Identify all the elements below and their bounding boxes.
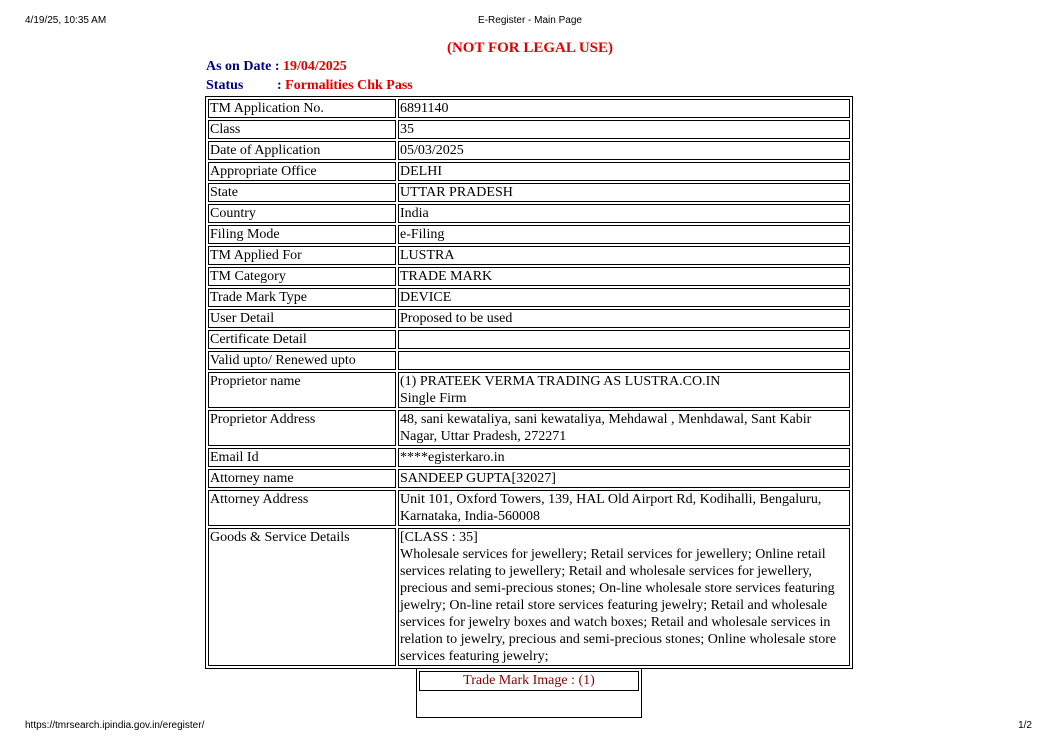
row-key: State — [208, 183, 396, 202]
table-row — [208, 469, 850, 488]
row-value: e-Filing — [398, 225, 850, 244]
row-value — [398, 330, 850, 349]
row-key: Class — [208, 120, 396, 139]
row-key: Email Id — [208, 448, 396, 467]
row-value: LUSTRA — [398, 246, 850, 265]
table-row — [208, 490, 850, 526]
proprietor-type: Single Firm — [400, 391, 467, 406]
table-row — [208, 309, 850, 328]
row-value — [398, 351, 850, 370]
row-key: TM Application No. — [208, 99, 396, 118]
table-row — [208, 162, 850, 181]
proprietor-name: (1) PRATEEK VERMA TRADING AS LUSTRA.CO.IN — [400, 374, 721, 389]
table-row — [208, 99, 850, 118]
row-key: TM Category — [208, 267, 396, 286]
status-label: Status — [206, 78, 244, 93]
row-key: Trade Mark Type — [208, 288, 396, 307]
status-line — [206, 78, 413, 94]
row-value: UTTAR PRADESH — [398, 183, 850, 202]
table-row — [208, 183, 850, 202]
print-page-number: 1/2 — [1018, 720, 1032, 731]
row-key: User Detail — [208, 309, 396, 328]
print-url: https://tmrsearch.ipindia.gov.in/eregister/ — [25, 720, 205, 731]
status-value: Formalities Chk Pass — [285, 78, 413, 93]
row-value: 6891140 — [398, 99, 850, 118]
goods-class: [CLASS : 35] — [400, 530, 478, 545]
table-row — [208, 448, 850, 467]
row-value: Proposed to be used — [398, 309, 850, 328]
row-value — [398, 372, 850, 408]
print-datetime: 4/19/25, 10:35 AM — [25, 15, 107, 26]
row-key: Proprietor name — [208, 372, 396, 408]
row-value: 05/03/2025 — [398, 141, 850, 160]
status-separator: : — [277, 78, 282, 93]
goods-value — [398, 528, 850, 666]
row-key: Valid upto/ Renewed upto — [208, 351, 396, 370]
table-row — [208, 410, 850, 446]
row-key: Attorney Address — [208, 490, 396, 526]
trade-mark-image-box — [416, 668, 642, 718]
table-row — [208, 330, 850, 349]
not-for-legal-use-banner: (NOT FOR LEGAL USE) — [446, 40, 613, 56]
row-key: Goods & Service Details — [208, 528, 396, 666]
table-row — [208, 288, 850, 307]
attorney-name-value: SANDEEP GUPTA[32027] — [398, 469, 850, 488]
row-key: TM Applied For — [208, 246, 396, 265]
row-value: 35 — [398, 120, 850, 139]
as-on-date-label: As on Date : — [206, 59, 280, 74]
as-on-date-value: 19/04/2025 — [283, 59, 347, 74]
row-key: Certificate Detail — [208, 330, 396, 349]
print-title: E-Register - Main Page — [478, 15, 582, 26]
register-details-table — [205, 96, 853, 669]
row-key: Attorney name — [208, 469, 396, 488]
table-row — [208, 141, 850, 160]
row-key: Date of Application — [208, 141, 396, 160]
table-row — [208, 351, 850, 370]
row-value: DEVICE — [398, 288, 850, 307]
table-row — [208, 120, 850, 139]
row-key: Proprietor Address — [208, 410, 396, 446]
row-value: India — [398, 204, 850, 223]
goods-text: Wholesale services for jewellery; Retail services for jewellery; Online retail services relating to jewellery; Retail and wholesale services for jewellery, precious and semi-precious stones; On-line wholesale store services featuring jewelry; On-line retail store services featuring jewelry; Retail and wholesale services for jewelry boxes and watch boxes; Retail and wholesale services in relation to jewelry, precious and semi-precious stones; Online wholesale store services featuring jewelry; — [400, 547, 837, 664]
table-row — [208, 225, 850, 244]
trade-mark-image-caption: Trade Mark Image : (1) — [419, 671, 639, 691]
email-value: ****egisterkaro.in — [398, 448, 850, 467]
row-key: Appropriate Office — [208, 162, 396, 181]
row-key: Filing Mode — [208, 225, 396, 244]
attorney-address-value: Unit 101, Oxford Towers, 139, HAL Old Airport Rd, Kodihalli, Bengaluru, Karnataka, India-560008 — [398, 490, 850, 526]
table-row — [208, 246, 850, 265]
table-row — [208, 528, 850, 666]
as-on-date — [206, 59, 347, 75]
row-value: DELHI — [398, 162, 850, 181]
table-row — [208, 204, 850, 223]
row-key: Country — [208, 204, 396, 223]
table-row — [208, 372, 850, 408]
row-value: TRADE MARK — [398, 267, 850, 286]
proprietor-address-value: 48, sani kewataliya, sani kewataliya, Mehdawal , Menhdawal, Sant Kabir Nagar, Uttar Pradesh, 272271 — [398, 410, 850, 446]
table-row — [208, 267, 850, 286]
